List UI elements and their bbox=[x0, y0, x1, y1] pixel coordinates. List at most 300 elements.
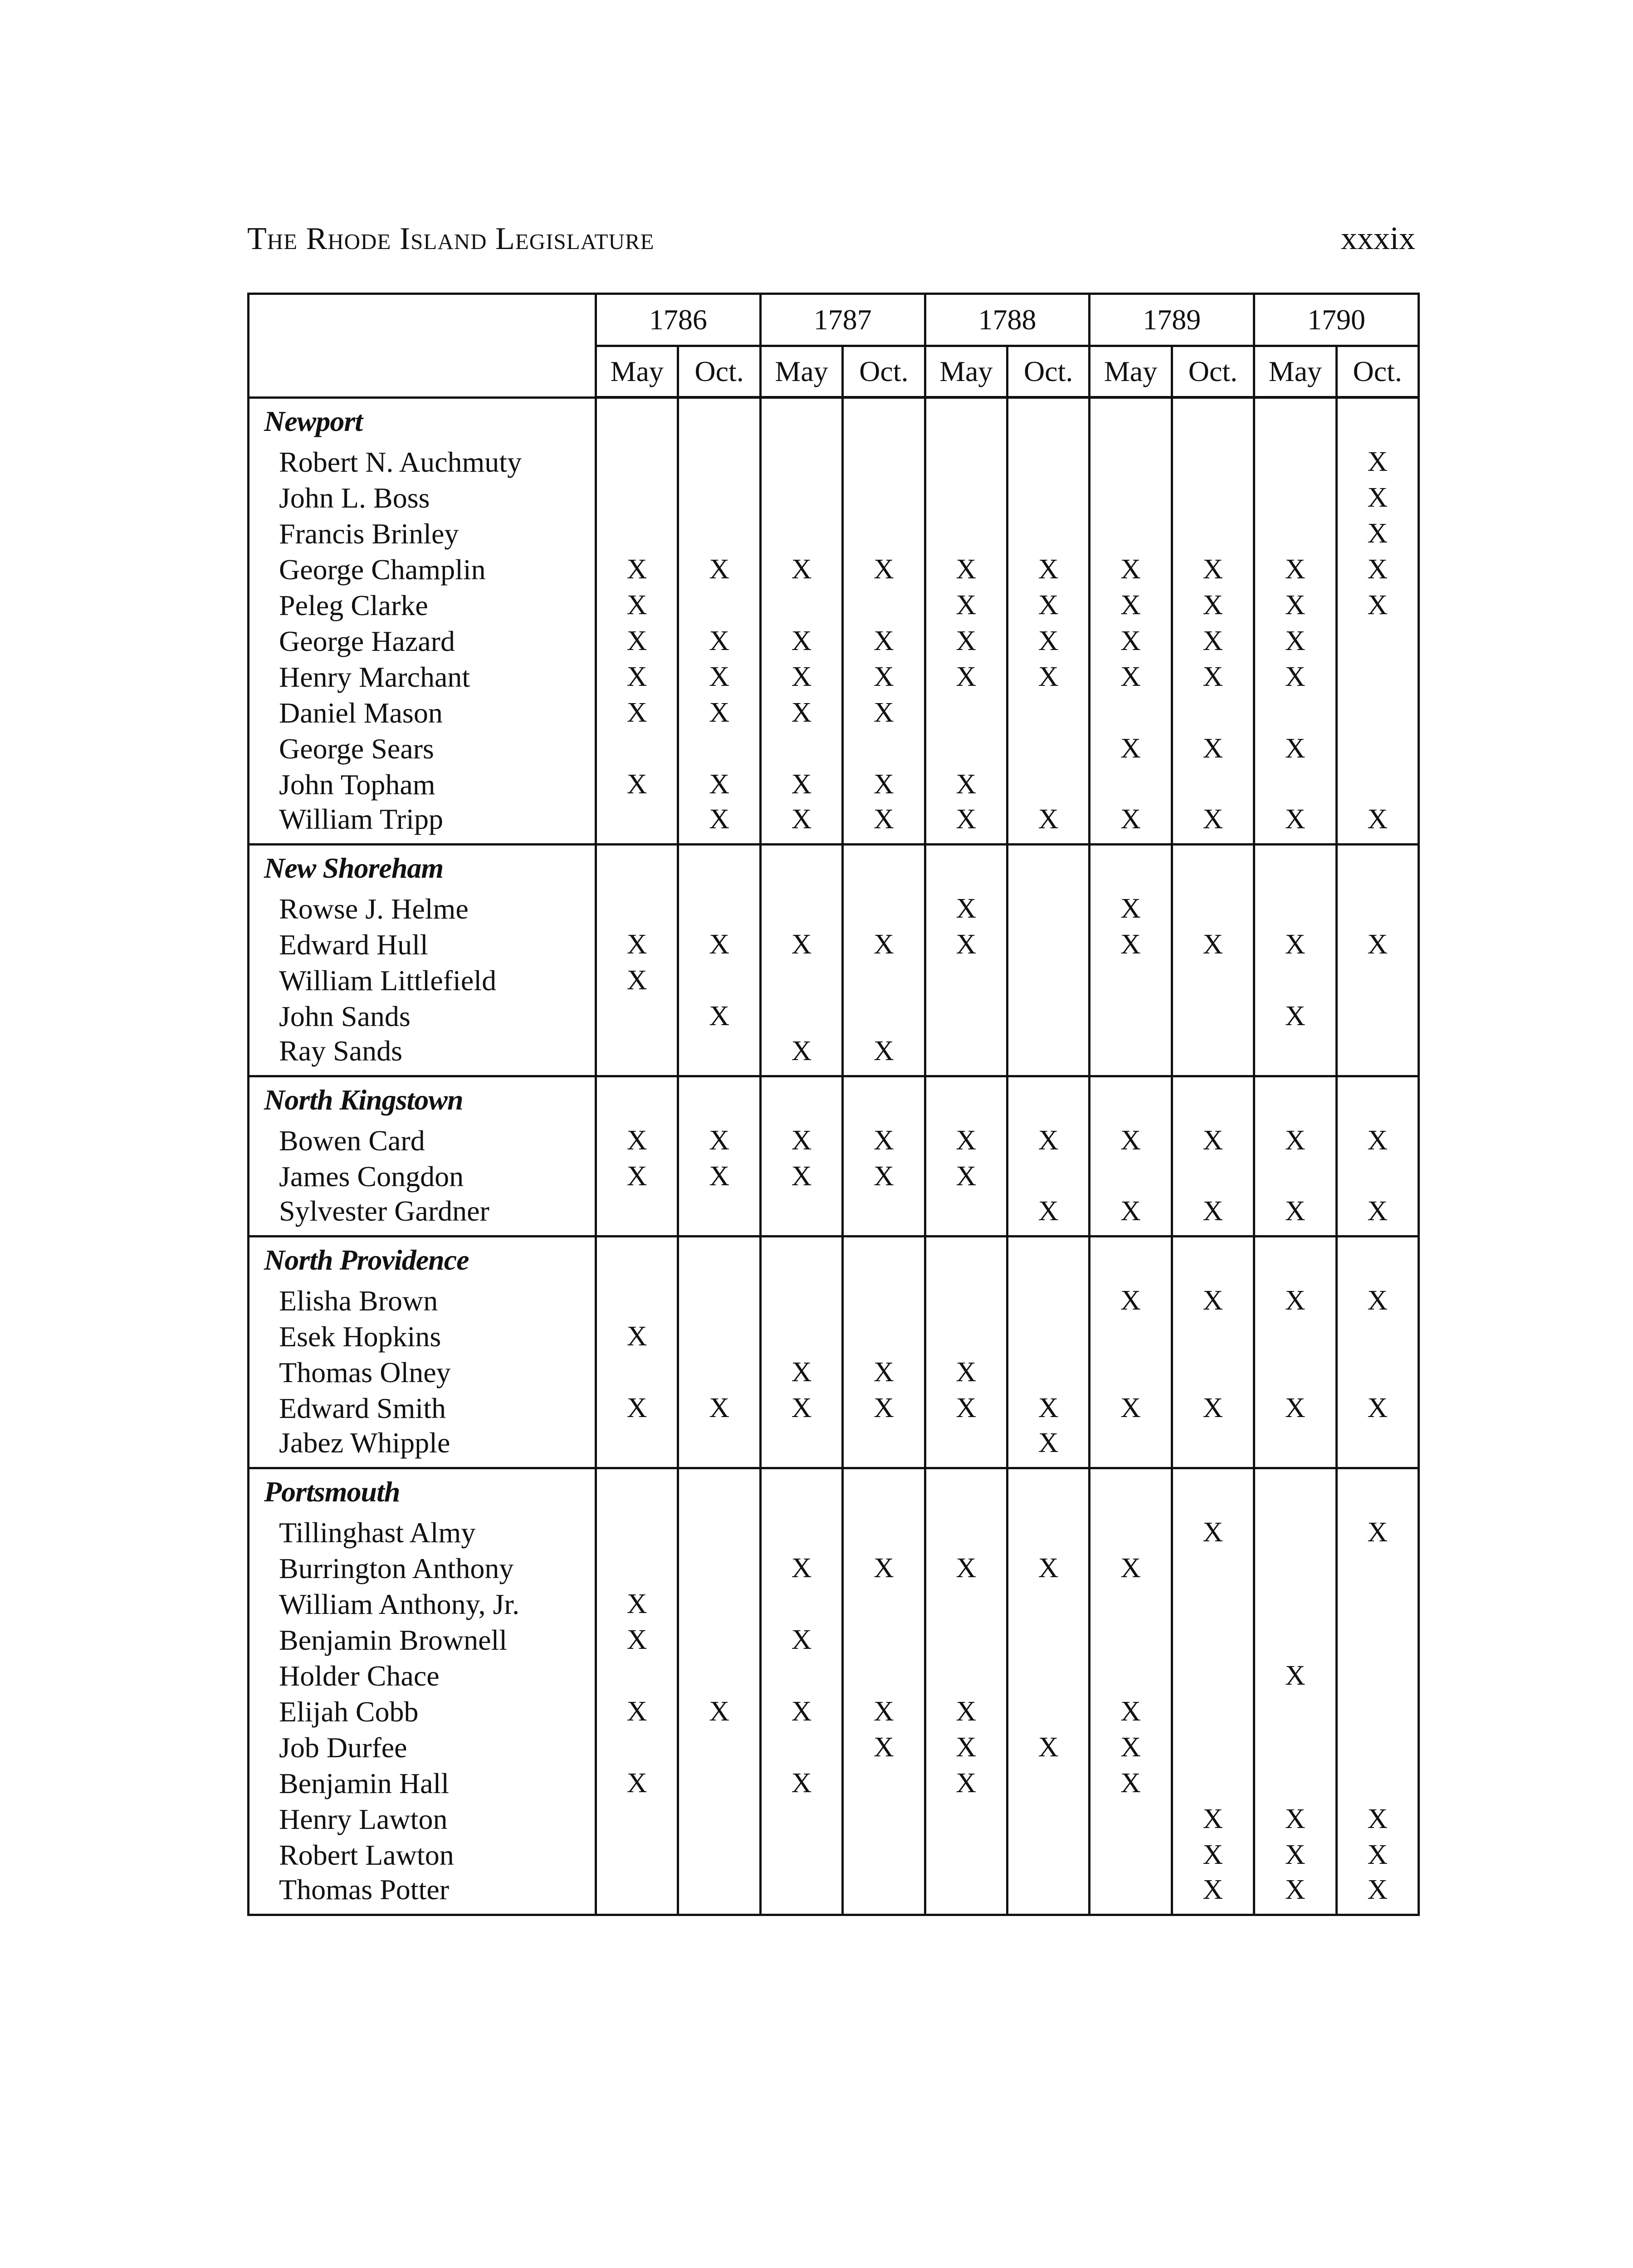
member-name: James Congdon bbox=[249, 1158, 596, 1194]
empty-cell bbox=[843, 1515, 925, 1550]
table-row bbox=[249, 1658, 1419, 1694]
member-name: Henry Marchant bbox=[249, 659, 596, 695]
empty-cell bbox=[678, 1586, 760, 1622]
empty-cell bbox=[1336, 1354, 1418, 1390]
empty-cell bbox=[843, 1194, 925, 1237]
empty-cell bbox=[925, 963, 1007, 998]
empty-cell bbox=[1090, 516, 1172, 552]
attendance-mark: X bbox=[843, 1354, 925, 1390]
empty-cell bbox=[1254, 1468, 1336, 1515]
empty-cell bbox=[760, 1801, 842, 1837]
empty-cell bbox=[1172, 1319, 1254, 1354]
member-name: Henry Lawton bbox=[249, 1801, 596, 1837]
empty-cell bbox=[925, 844, 1007, 891]
table-row bbox=[249, 1730, 1419, 1765]
empty-cell bbox=[843, 480, 925, 516]
empty-cell bbox=[1254, 1765, 1336, 1801]
member-name: Robert N. Auchmuty bbox=[249, 444, 596, 480]
empty-cell bbox=[1172, 998, 1254, 1034]
town-group bbox=[249, 1468, 1419, 1915]
attendance-mark: X bbox=[1007, 802, 1089, 845]
attendance-mark: X bbox=[678, 1390, 760, 1426]
empty-cell bbox=[925, 731, 1007, 767]
session-header: Oct. bbox=[1007, 346, 1089, 398]
empty-cell bbox=[925, 1515, 1007, 1550]
session-header: Oct. bbox=[843, 346, 925, 398]
member-name: John Topham bbox=[249, 767, 596, 802]
empty-cell bbox=[1172, 1034, 1254, 1076]
empty-cell bbox=[1090, 1468, 1172, 1515]
empty-cell bbox=[596, 1076, 678, 1123]
empty-cell bbox=[1090, 1801, 1172, 1837]
attendance-mark: X bbox=[1007, 1390, 1089, 1426]
attendance-mark: X bbox=[843, 1158, 925, 1194]
attendance-mark: X bbox=[843, 552, 925, 587]
town-heading-row bbox=[249, 844, 1419, 891]
member-name: Peleg Clarke bbox=[249, 587, 596, 623]
table-row bbox=[249, 1765, 1419, 1801]
attendance-mark: X bbox=[596, 695, 678, 731]
empty-cell bbox=[760, 1076, 842, 1123]
member-name: Sylvester Gardner bbox=[249, 1194, 596, 1237]
empty-cell bbox=[1172, 1658, 1254, 1694]
empty-cell bbox=[843, 1873, 925, 1915]
empty-cell bbox=[1090, 963, 1172, 998]
empty-cell bbox=[843, 1426, 925, 1468]
table-row bbox=[249, 587, 1419, 623]
empty-cell bbox=[760, 516, 842, 552]
attendance-mark: X bbox=[760, 1034, 842, 1076]
empty-cell bbox=[1007, 1694, 1089, 1730]
empty-cell bbox=[678, 1283, 760, 1319]
attendance-mark: X bbox=[760, 1390, 842, 1426]
member-name: Elijah Cobb bbox=[249, 1694, 596, 1730]
table-row bbox=[249, 516, 1419, 552]
member-name: Esek Hopkins bbox=[249, 1319, 596, 1354]
empty-cell bbox=[760, 1468, 842, 1515]
empty-cell bbox=[596, 891, 678, 927]
empty-cell bbox=[1090, 1319, 1172, 1354]
empty-cell bbox=[1336, 767, 1418, 802]
empty-cell bbox=[1090, 844, 1172, 891]
attendance-mark: X bbox=[925, 891, 1007, 927]
attendance-mark: X bbox=[1254, 1123, 1336, 1158]
empty-cell bbox=[1336, 1622, 1418, 1658]
empty-cell bbox=[596, 1468, 678, 1515]
empty-cell bbox=[1172, 1426, 1254, 1468]
empty-cell bbox=[843, 998, 925, 1034]
attendance-mark: X bbox=[1254, 927, 1336, 963]
attendance-mark: X bbox=[596, 1319, 678, 1354]
empty-cell bbox=[678, 397, 760, 444]
attendance-mark: X bbox=[1336, 552, 1418, 587]
empty-cell bbox=[925, 1801, 1007, 1837]
table-row bbox=[249, 1123, 1419, 1158]
attendance-mark: X bbox=[1172, 731, 1254, 767]
attendance-mark: X bbox=[843, 1694, 925, 1730]
empty-cell bbox=[1336, 1319, 1418, 1354]
year-header: 1789 bbox=[1090, 294, 1254, 346]
empty-cell bbox=[678, 1730, 760, 1765]
attendance-mark: X bbox=[843, 927, 925, 963]
empty-cell bbox=[843, 1622, 925, 1658]
attendance-mark: X bbox=[843, 767, 925, 802]
empty-cell bbox=[760, 587, 842, 623]
attendance-mark: X bbox=[843, 1034, 925, 1076]
attendance-mark: X bbox=[596, 552, 678, 587]
empty-cell bbox=[760, 1873, 842, 1915]
attendance-mark: X bbox=[1254, 998, 1336, 1034]
attendance-mark: X bbox=[1336, 516, 1418, 552]
empty-cell bbox=[678, 516, 760, 552]
empty-cell bbox=[1007, 1468, 1089, 1515]
empty-cell bbox=[1172, 695, 1254, 731]
attendance-mark: X bbox=[925, 1694, 1007, 1730]
attendance-mark: X bbox=[1007, 659, 1089, 695]
empty-cell bbox=[678, 587, 760, 623]
empty-cell bbox=[1090, 695, 1172, 731]
attendance-mark: X bbox=[1254, 1837, 1336, 1873]
empty-cell bbox=[678, 1658, 760, 1694]
empty-cell bbox=[925, 1076, 1007, 1123]
attendance-mark: X bbox=[1090, 1550, 1172, 1586]
attendance-mark: X bbox=[843, 695, 925, 731]
empty-cell bbox=[1007, 1236, 1089, 1283]
empty-cell bbox=[1007, 998, 1089, 1034]
attendance-mark: X bbox=[1172, 802, 1254, 845]
empty-cell bbox=[1007, 767, 1089, 802]
attendance-mark: X bbox=[1336, 1801, 1418, 1837]
table-row bbox=[249, 1550, 1419, 1586]
empty-cell bbox=[1254, 844, 1336, 891]
town-group bbox=[249, 844, 1419, 1076]
empty-cell bbox=[1090, 1076, 1172, 1123]
empty-cell bbox=[1007, 1319, 1089, 1354]
empty-cell bbox=[678, 1515, 760, 1550]
empty-cell bbox=[596, 1515, 678, 1550]
empty-cell bbox=[1007, 1034, 1089, 1076]
attendance-mark: X bbox=[1007, 552, 1089, 587]
empty-cell bbox=[678, 1034, 760, 1076]
empty-cell bbox=[1336, 397, 1418, 444]
attendance-mark: X bbox=[925, 587, 1007, 623]
attendance-mark: X bbox=[596, 927, 678, 963]
member-name: Jabez Whipple bbox=[249, 1426, 596, 1468]
attendance-mark: X bbox=[1172, 659, 1254, 695]
empty-cell bbox=[760, 1319, 842, 1354]
attendance-mark: X bbox=[760, 1158, 842, 1194]
member-name: Thomas Potter bbox=[249, 1873, 596, 1915]
empty-cell bbox=[1254, 1586, 1336, 1622]
attendance-mark: X bbox=[1090, 927, 1172, 963]
year-header: 1788 bbox=[925, 294, 1090, 346]
member-name: George Champlin bbox=[249, 552, 596, 587]
empty-cell bbox=[1336, 1586, 1418, 1622]
attendance-mark: X bbox=[678, 623, 760, 659]
empty-cell bbox=[1172, 1468, 1254, 1515]
session-header: May bbox=[925, 346, 1007, 398]
empty-cell bbox=[925, 1586, 1007, 1622]
empty-cell bbox=[1007, 963, 1089, 998]
empty-cell bbox=[678, 1194, 760, 1237]
empty-cell bbox=[1172, 480, 1254, 516]
empty-cell bbox=[1007, 1801, 1089, 1837]
empty-cell bbox=[843, 397, 925, 444]
empty-cell bbox=[1090, 1586, 1172, 1622]
attendance-table bbox=[247, 293, 1420, 1916]
empty-cell bbox=[678, 444, 760, 480]
empty-cell bbox=[1007, 397, 1089, 444]
empty-cell bbox=[1172, 1622, 1254, 1658]
empty-cell bbox=[760, 1236, 842, 1283]
empty-cell bbox=[1336, 963, 1418, 998]
town-heading-row bbox=[249, 397, 1419, 444]
empty-cell bbox=[760, 480, 842, 516]
attendance-mark: X bbox=[1007, 587, 1089, 623]
empty-cell bbox=[678, 731, 760, 767]
member-name: Thomas Olney bbox=[249, 1354, 596, 1390]
attendance-mark: X bbox=[1172, 623, 1254, 659]
table-row bbox=[249, 891, 1419, 927]
empty-cell bbox=[1007, 1622, 1089, 1658]
empty-cell bbox=[596, 1873, 678, 1915]
empty-cell bbox=[843, 444, 925, 480]
attendance-mark: X bbox=[1172, 1801, 1254, 1837]
attendance-mark: X bbox=[925, 1158, 1007, 1194]
empty-cell bbox=[1007, 731, 1089, 767]
empty-cell bbox=[1254, 1236, 1336, 1283]
member-name: Job Durfee bbox=[249, 1730, 596, 1765]
empty-cell bbox=[843, 1468, 925, 1515]
empty-cell bbox=[596, 1550, 678, 1586]
empty-cell bbox=[596, 802, 678, 845]
empty-cell bbox=[1254, 1354, 1336, 1390]
empty-cell bbox=[1254, 1694, 1336, 1730]
member-name: George Hazard bbox=[249, 623, 596, 659]
table-row bbox=[249, 1515, 1419, 1550]
empty-cell bbox=[678, 480, 760, 516]
attendance-mark: X bbox=[760, 552, 842, 587]
empty-cell bbox=[925, 695, 1007, 731]
table-row bbox=[249, 1034, 1419, 1076]
empty-cell bbox=[596, 1236, 678, 1283]
attendance-mark: X bbox=[760, 1354, 842, 1390]
table-row bbox=[249, 1283, 1419, 1319]
empty-cell bbox=[760, 891, 842, 927]
attendance-mark: X bbox=[1090, 1123, 1172, 1158]
attendance-mark: X bbox=[1007, 623, 1089, 659]
table-row bbox=[249, 623, 1419, 659]
attendance-mark: X bbox=[678, 1123, 760, 1158]
empty-cell bbox=[1172, 1765, 1254, 1801]
running-head-title: The Rhode Island Legislature bbox=[247, 221, 655, 256]
attendance-mark: X bbox=[760, 927, 842, 963]
empty-cell bbox=[843, 731, 925, 767]
empty-cell bbox=[1172, 1730, 1254, 1765]
town-heading-row bbox=[249, 1236, 1419, 1283]
member-name: William Anthony, Jr. bbox=[249, 1586, 596, 1622]
attendance-mark: X bbox=[1090, 802, 1172, 845]
member-name: Edward Smith bbox=[249, 1390, 596, 1426]
empty-cell bbox=[1172, 891, 1254, 927]
empty-cell bbox=[596, 1283, 678, 1319]
empty-cell bbox=[843, 1801, 925, 1837]
town-name: North Kingstown bbox=[249, 1076, 596, 1123]
empty-cell bbox=[678, 1354, 760, 1390]
table-row bbox=[249, 1390, 1419, 1426]
attendance-mark: X bbox=[925, 1730, 1007, 1765]
town-name: New Shoreham bbox=[249, 844, 596, 891]
attendance-mark: X bbox=[925, 659, 1007, 695]
empty-cell bbox=[843, 1076, 925, 1123]
empty-cell bbox=[760, 1283, 842, 1319]
empty-cell bbox=[1007, 844, 1089, 891]
session-header: May bbox=[1090, 346, 1172, 398]
attendance-mark: X bbox=[1336, 802, 1418, 845]
attendance-mark: X bbox=[760, 802, 842, 845]
empty-cell bbox=[1172, 1586, 1254, 1622]
empty-cell bbox=[925, 1658, 1007, 1694]
empty-cell bbox=[760, 1194, 842, 1237]
table-row bbox=[249, 963, 1419, 998]
town-name: Portsmouth bbox=[249, 1468, 596, 1515]
attendance-mark: X bbox=[843, 802, 925, 845]
empty-cell bbox=[760, 1837, 842, 1873]
attendance-mark: X bbox=[925, 552, 1007, 587]
empty-cell bbox=[1007, 1076, 1089, 1123]
attendance-mark: X bbox=[925, 623, 1007, 659]
empty-cell bbox=[1254, 891, 1336, 927]
member-name: Tillinghast Almy bbox=[249, 1515, 596, 1550]
attendance-mark: X bbox=[1090, 731, 1172, 767]
empty-cell bbox=[1172, 397, 1254, 444]
member-name: John Sands bbox=[249, 998, 596, 1034]
empty-cell bbox=[1336, 1694, 1418, 1730]
empty-cell bbox=[678, 1236, 760, 1283]
empty-cell bbox=[1172, 444, 1254, 480]
empty-cell bbox=[1172, 1550, 1254, 1586]
empty-cell bbox=[596, 1426, 678, 1468]
empty-cell bbox=[596, 998, 678, 1034]
empty-cell bbox=[596, 1194, 678, 1237]
table-row bbox=[249, 767, 1419, 802]
attendance-mark: X bbox=[1254, 1390, 1336, 1426]
empty-cell bbox=[1172, 1158, 1254, 1194]
empty-cell bbox=[843, 844, 925, 891]
attendance-mark: X bbox=[1090, 891, 1172, 927]
attendance-mark: X bbox=[596, 1158, 678, 1194]
year-header: 1786 bbox=[596, 294, 761, 346]
empty-cell bbox=[760, 1426, 842, 1468]
empty-cell bbox=[678, 844, 760, 891]
empty-cell bbox=[925, 1873, 1007, 1915]
attendance-mark: X bbox=[1007, 1730, 1089, 1765]
empty-cell bbox=[1007, 891, 1089, 927]
empty-cell bbox=[925, 1468, 1007, 1515]
empty-cell bbox=[678, 1622, 760, 1658]
town-name: Newport bbox=[249, 397, 596, 444]
town-heading-row bbox=[249, 1468, 1419, 1515]
attendance-mark: X bbox=[1172, 1873, 1254, 1915]
attendance-mark: X bbox=[1172, 1123, 1254, 1158]
attendance-mark: X bbox=[925, 1390, 1007, 1426]
empty-cell bbox=[1336, 1076, 1418, 1123]
member-name: Bowen Card bbox=[249, 1123, 596, 1158]
empty-cell bbox=[1090, 1426, 1172, 1468]
member-name: Benjamin Hall bbox=[249, 1765, 596, 1801]
member-name: William Tripp bbox=[249, 802, 596, 845]
town-heading-row bbox=[249, 1076, 1419, 1123]
empty-cell bbox=[1007, 927, 1089, 963]
member-name: John L. Boss bbox=[249, 480, 596, 516]
attendance-mark: X bbox=[1090, 1283, 1172, 1319]
empty-cell bbox=[843, 516, 925, 552]
empty-cell bbox=[760, 1730, 842, 1765]
empty-cell bbox=[1007, 480, 1089, 516]
member-name: Edward Hull bbox=[249, 927, 596, 963]
table-row bbox=[249, 695, 1419, 731]
empty-cell bbox=[760, 1515, 842, 1550]
empty-cell bbox=[760, 963, 842, 998]
empty-cell bbox=[1254, 1034, 1336, 1076]
attendance-mark: X bbox=[1090, 1730, 1172, 1765]
empty-cell bbox=[843, 1586, 925, 1622]
empty-cell bbox=[678, 1319, 760, 1354]
empty-cell bbox=[1336, 623, 1418, 659]
empty-cell bbox=[1254, 1622, 1336, 1658]
attendance-mark: X bbox=[843, 1730, 925, 1765]
member-name: Francis Brinley bbox=[249, 516, 596, 552]
attendance-mark: X bbox=[925, 1550, 1007, 1586]
empty-cell bbox=[1007, 1354, 1089, 1390]
session-header: May bbox=[1254, 346, 1336, 398]
attendance-mark: X bbox=[596, 1694, 678, 1730]
attendance-mark: X bbox=[678, 767, 760, 802]
empty-cell bbox=[1254, 963, 1336, 998]
attendance-mark: X bbox=[1090, 1765, 1172, 1801]
town-group bbox=[249, 1076, 1419, 1236]
empty-cell bbox=[678, 1765, 760, 1801]
town-group bbox=[249, 397, 1419, 844]
empty-cell bbox=[760, 444, 842, 480]
attendance-mark: X bbox=[1254, 659, 1336, 695]
attendance-mark: X bbox=[1336, 1515, 1418, 1550]
attendance-mark: X bbox=[843, 623, 925, 659]
empty-cell bbox=[925, 1426, 1007, 1468]
empty-cell bbox=[1172, 963, 1254, 998]
attendance-mark: X bbox=[596, 623, 678, 659]
member-name: Robert Lawton bbox=[249, 1837, 596, 1873]
empty-cell bbox=[596, 1034, 678, 1076]
attendance-mark: X bbox=[1254, 552, 1336, 587]
empty-cell bbox=[596, 516, 678, 552]
member-name: Ray Sands bbox=[249, 1034, 596, 1076]
attendance-mark: X bbox=[925, 927, 1007, 963]
empty-cell bbox=[1090, 1837, 1172, 1873]
attendance-mark: X bbox=[843, 1123, 925, 1158]
attendance-mark: X bbox=[760, 623, 842, 659]
running-head bbox=[247, 218, 1415, 259]
empty-cell bbox=[678, 1468, 760, 1515]
empty-cell bbox=[1090, 1658, 1172, 1694]
empty-cell bbox=[1007, 1586, 1089, 1622]
empty-cell bbox=[1336, 891, 1418, 927]
table-row bbox=[249, 1158, 1419, 1194]
attendance-mark: X bbox=[1090, 1194, 1172, 1237]
attendance-mark: X bbox=[760, 1765, 842, 1801]
empty-cell bbox=[1254, 767, 1336, 802]
attendance-mark: X bbox=[925, 767, 1007, 802]
